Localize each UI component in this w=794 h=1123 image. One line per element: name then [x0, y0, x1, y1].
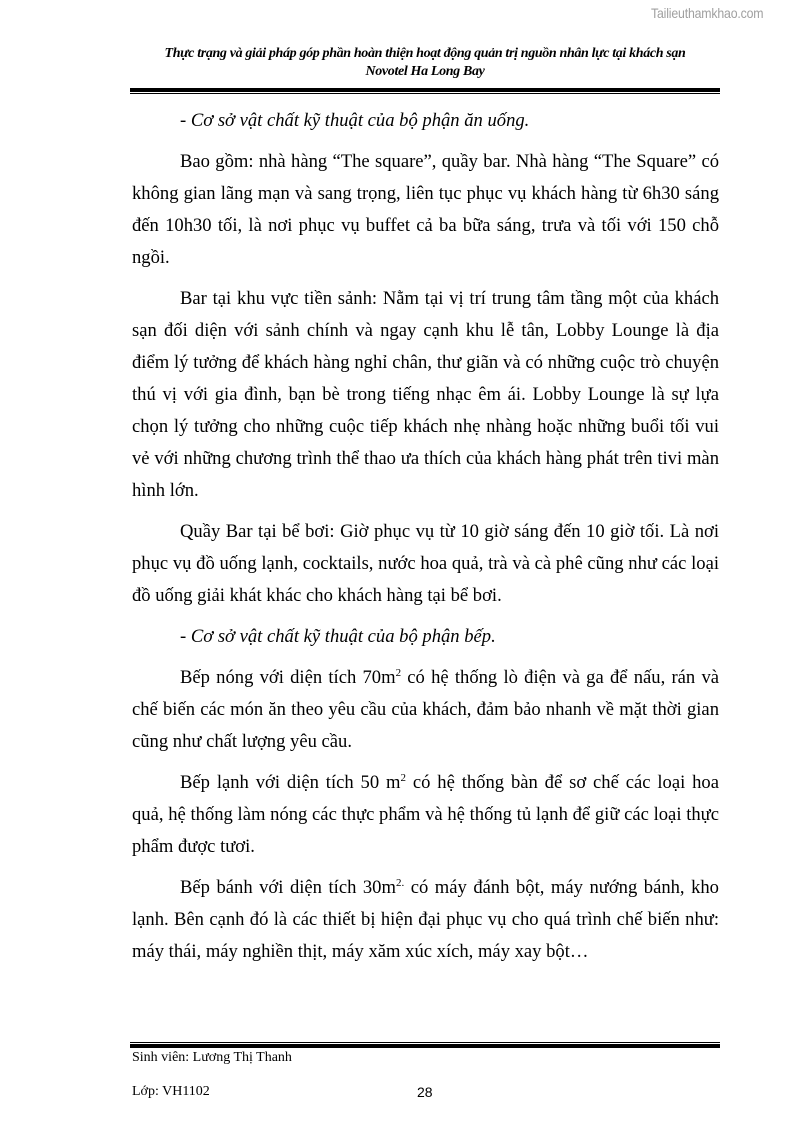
page-body: [132, 105, 719, 968]
superscript: 2.: [395, 877, 405, 889]
bakery-text-start: Bếp bánh với diện tích 30m: [180, 877, 396, 898]
footer-class: Lớp: VH1102: [132, 1084, 210, 1099]
paragraph-bakery: [132, 872, 719, 968]
superscript: 2: [395, 667, 402, 679]
footer-student-name: Sinh viên: Lương Thị Thanh: [132, 1050, 292, 1065]
header-rule-thin: [130, 93, 720, 94]
cold-kitchen-text-end: có hệ thống bàn để sơ chế các loại hoa quả, hệ thống làm nóng các thực phẩm và hệ thống tủ lạnh để giữ các loại thực phẩm được tươi.: [132, 772, 719, 857]
header-title-line-2: Novotel Ha Long Bay: [365, 64, 485, 79]
header-double-rule: [130, 88, 720, 95]
running-header: [130, 45, 720, 81]
hot-kitchen-text-start: Bếp nóng với diện tích 70m: [180, 667, 396, 688]
section-heading-food-beverage: - Cơ sở vật chất kỹ thuật của bộ phận ăn uống.: [180, 110, 530, 131]
footer-rule-thick: [130, 1044, 720, 1048]
section-heading-kitchen: - Cơ sở vật chất kỹ thuật của bộ phận bếp.: [180, 626, 496, 647]
paragraph-hot-kitchen: [132, 662, 719, 758]
header-rule-thick: [130, 88, 720, 92]
hot-kitchen-text-end: có hệ thống lò điện và ga để nấu, rán và chế biến các món ăn theo yêu cầu của khách, đảm bảo nhanh về mặt thời gian cũng như chất lượng yêu cầu.: [132, 667, 719, 752]
watermark: Tailieuthamkhao.com: [651, 5, 764, 21]
cold-kitchen-text-start: Bếp lạnh với diện tích 50 m: [180, 772, 401, 793]
footer-double-rule: [130, 1042, 720, 1049]
paragraph-lobby-bar: Bar tại khu vực tiền sảnh: Nằm tại vị trí trung tâm tầng một của khách sạn đối diện với sảnh chính và ngay cạnh khu lễ tân, Lobby Lounge là địa điểm lý tưởng để khách hàng nghỉ chân, thư giãn và có những cuộc trò chuyện thú vị với gia đình, bạn bè trong tiếng nhạc êm ái. Lobby Lounge là sự lựa chọn lý tưởng cho những cuộc tiếp khách nhẹ nhàng hoặc những buổi tối vui vẻ với những chương trình thể thao ưa thích của khách hàng phát trên tivi màn hình lớn.: [132, 288, 719, 501]
footer-rule-thin: [130, 1042, 720, 1043]
paragraph-cold-kitchen: [132, 767, 719, 863]
header-title-line-1: Thực trạng và giải pháp góp phần hoàn thiện hoạt động quản trị nguồn nhân lực tại khách sạn: [164, 46, 686, 61]
paragraph-restaurant: Bao gồm: nhà hàng “The square”, quầy bar. Nhà hàng “The Square” có không gian lãng mạn và sang trọng, liên tục phục vụ khách hàng từ 6h30 sáng đến 10h30 tối, là nơi phục vụ buffet cả ba bữa sáng, trưa và tối với 150 chỗ ngồi.: [132, 151, 719, 268]
paragraph-pool-bar: Quầy Bar tại bể bơi: Giờ phục vụ từ 10 giờ sáng đến 10 giờ tối. Là nơi phục vụ đồ uống lạnh, cocktails, nước hoa quả, trà và cà phê cũng như các loại đồ uống giải khát khác cho khách hàng tại bể bơi.: [132, 521, 719, 606]
page-number: 28: [417, 1084, 433, 1100]
superscript: 2: [400, 772, 406, 784]
bakery-text-end: có máy đánh bột, máy nướng bánh, kho lạnh. Bên cạnh đó là các thiết bị hiện đại phục vụ cho quá trình chế biến như: máy thái, máy nghiền thịt, máy xăm xúc xích, máy xay bột…: [132, 877, 719, 962]
